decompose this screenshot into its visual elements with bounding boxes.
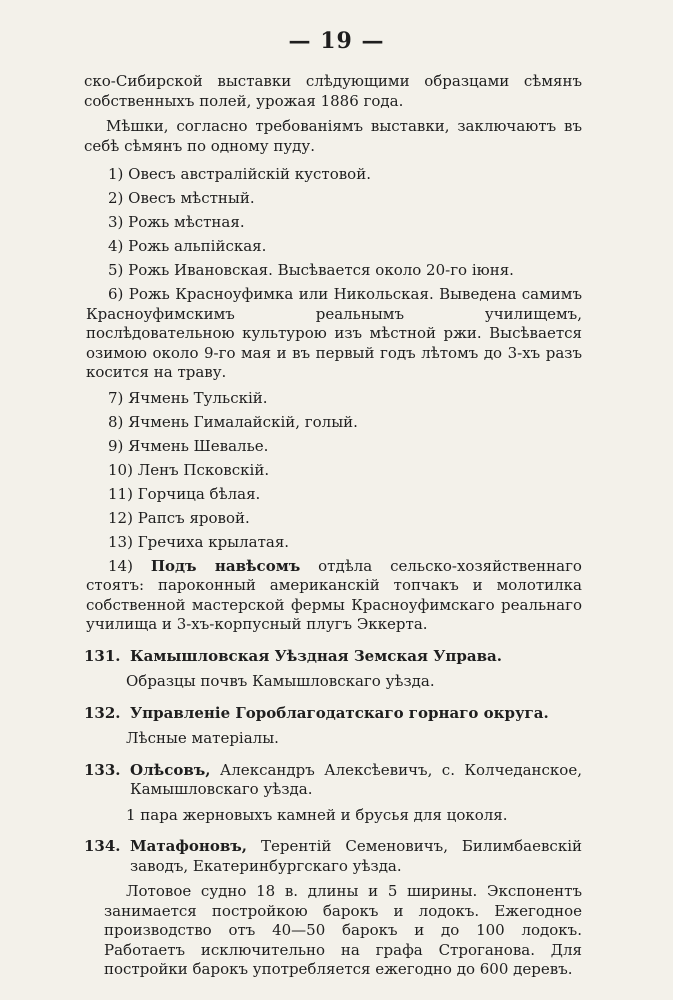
entry-number: 131. [84, 646, 121, 665]
list-item: 3) Рожь мѣстная. [108, 213, 245, 231]
list-item: 2) Овесъ мѣстный. [108, 189, 255, 207]
entry-name: Камышловская Уѣздная Земская Управа. [130, 646, 502, 665]
page-content [84, 72, 582, 980]
list-item: 11) Горчица бѣлая. [108, 484, 261, 503]
list-item: 7) Ячмень Тульскій. [108, 388, 268, 407]
list-item: 6) Рожь Красноуфимка или Никольская. Выведена самимъ Красноуфимскимъ реальнымъ училищемъ, послѣдовательною культурою изъ мѣстной ржи. Высѣвается озимою около 9-го мая и въ первый годъ лѣтомъ до 3-хъ разъ косится на траву. [86, 285, 582, 381]
entry-name: Управленіе Гороблагодатскаго горнаго округа. [130, 703, 549, 722]
entry-131 [84, 647, 582, 692]
list-item: 1) Овесъ австралійскій кустовой. [108, 165, 371, 183]
list-item: 12) Рапсъ яровой. [108, 508, 250, 527]
entry-description: Образцы почвъ Камышловскаго уѣзда. [126, 672, 435, 690]
list-item: 10) Ленъ Псковскій. [108, 460, 270, 479]
list-item: 8) Ячмень Гималайскій, голый. [108, 412, 358, 431]
list-item: 4) Рожь альпійская. [108, 237, 267, 255]
entry-132 [84, 704, 582, 749]
entry-number: 134. [84, 837, 121, 855]
intro-note: Мѣшки, согласно требованіямъ выставки, заключаютъ въ себѣ сѣмянъ по одному пуду. [84, 117, 582, 155]
list-item: 9) Ячмень Шевалье. [108, 436, 269, 455]
entry-description: 1 пара жерновыхъ камней и брусья для цоколя. [126, 805, 508, 824]
seed-list [86, 162, 582, 635]
entry-number: 132. [84, 703, 121, 722]
item-14-text: отдѣла сельско-хозяйственнаго стоятъ: пароконный американскій топчакъ и молотилка собственной мастерской фермы Красноуфимскаго реальнаго училища и 3-хъ-корпусный плугъ Эккерта. [86, 556, 582, 633]
entry-name: Олѣсовъ, [130, 760, 211, 779]
page-number: — 19 — [288, 28, 385, 54]
list-item: 5) Рожь Ивановская. Высѣвается около 20-го іюня. [108, 261, 514, 279]
list-item-14 [86, 557, 582, 635]
entry-name: Матафоновъ, [130, 837, 248, 855]
entry-133 [84, 761, 582, 826]
entry-description: Лотовое судно 18 в. длины и 5 ширины. Экспонентъ занимается постройкою барокъ и лодокъ. Ежегодное производство отъ 40—50 барокъ и до 100 лодокъ. Работаетъ исключительно на графа Строганова. Для постройки барокъ употребляется ежегодно до 600 деревъ. [104, 882, 582, 978]
item-14-bold-label: Подъ навѣсомъ [150, 556, 301, 575]
entry-description: Лѣсные матеріалы. [126, 729, 279, 747]
entry-details: Терентій Семеновичъ, Билимбаевскій заводъ, Екатеринбургскаго уѣзда. [130, 837, 582, 875]
intro-paragraph: ско-Сибирской выставки слѣдующими образцами сѣмянъ собственныхъ полей, урожая 1886 года. [84, 72, 582, 110]
entry-134 [84, 837, 582, 980]
item-14-number: 14) [108, 556, 133, 575]
list-item: 13) Гречиха крылатая. [108, 532, 290, 551]
entry-details: Александръ Алексѣевичъ, с. Колчеданское, Камышловскаго уѣзда. [130, 760, 582, 798]
entry-number: 133. [84, 760, 121, 779]
